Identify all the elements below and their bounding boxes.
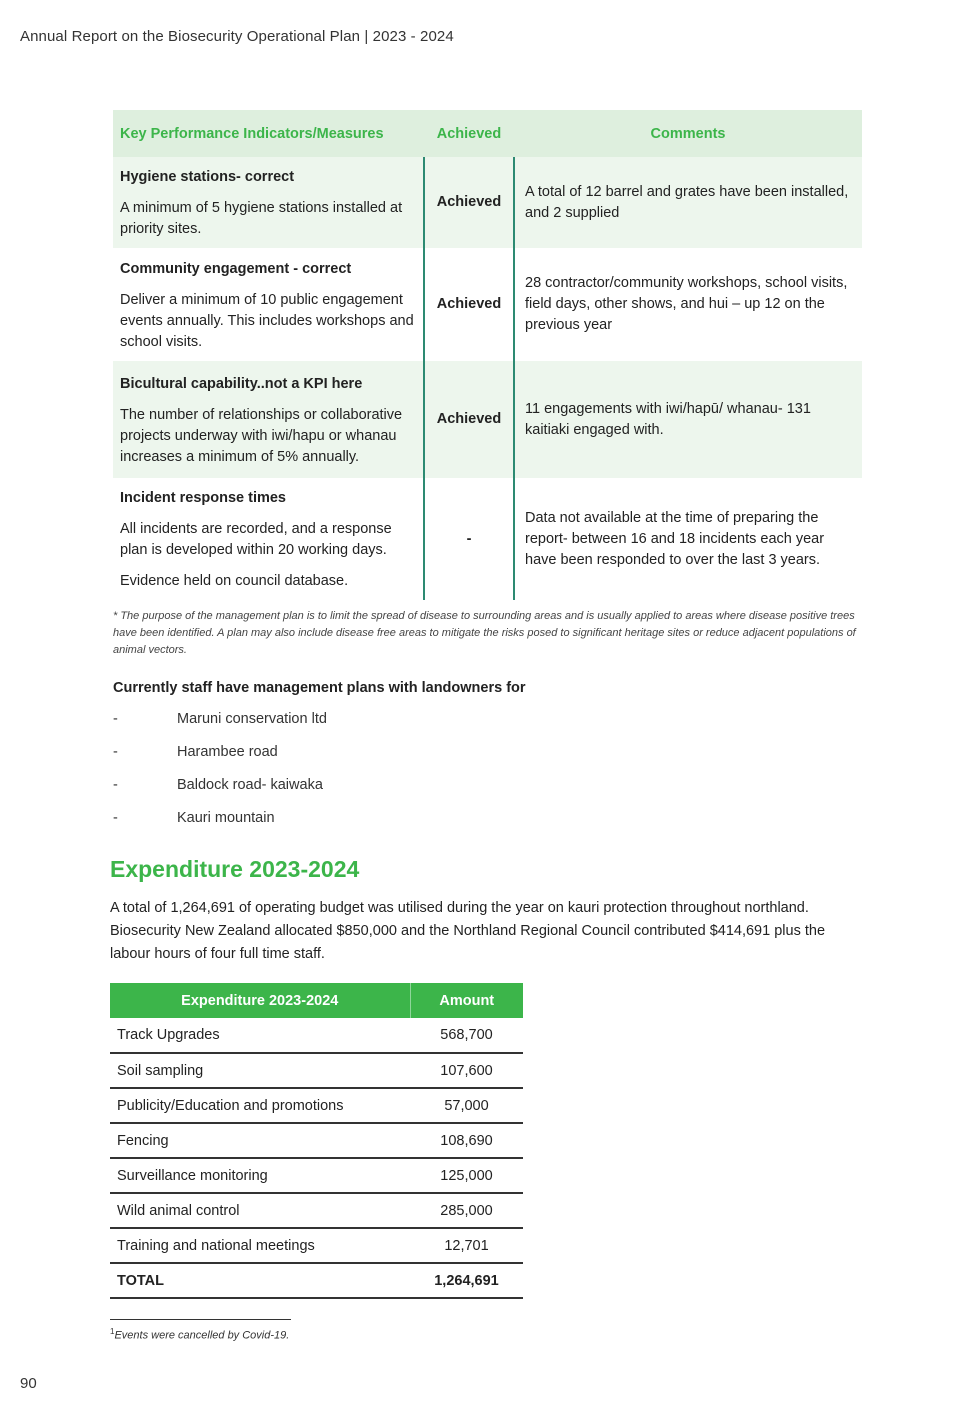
kpi-row <box>113 361 862 478</box>
table-row <box>110 1088 523 1123</box>
management-plan-note: * The purpose of the management plan is to limit the spread of disease to surrounding areas and is usually applied to areas where disease positive trees have been identified. A plan may also include disease free areas to mitigate the risks posed to significant heritage sites or reduce adjacent populations of animal vectors. <box>113 610 856 656</box>
kpi-row <box>113 157 862 248</box>
table-row <box>110 1158 523 1193</box>
expenditure-paragraph: A total of 1,264,691 of operating budget was utilised during the year on kauri protection throughout northland. Biosecurity New Zealand allocated $850,000 and the Northland Regional Council contributed $414,691 plus the labour hours of four full time staff. <box>110 900 826 962</box>
expenditure-amount: 285,000 <box>410 1193 523 1228</box>
list-item-text: Kauri mountain <box>177 810 275 826</box>
kpi-row <box>113 248 862 361</box>
table-row <box>110 1123 523 1158</box>
list-item-text: Baldock road- kaiwaka <box>177 777 323 793</box>
expenditure-table <box>110 983 523 1299</box>
list-dash: - <box>113 810 118 826</box>
kpi-measure-cell <box>113 157 424 248</box>
expenditure-name: Publicity/Education and promotions <box>110 1088 410 1123</box>
list-dash: - <box>113 711 118 727</box>
expenditure-amount: 12,701 <box>410 1228 523 1263</box>
kpi-comment-cell: 28 contractor/community workshops, school visits, field days, other shows, and hui – up 12 on the previous year <box>514 248 862 361</box>
footnote-text: Events were cancelled by Covid-19. <box>114 1329 290 1342</box>
table-row <box>110 1228 523 1263</box>
kpi-description: The number of relationships or collaborative projects underway with iwi/hapu or whanau increases a minimum of 5% annually. <box>120 406 403 465</box>
expenditure-amount: 107,600 <box>410 1053 523 1088</box>
kpi-col-header-comments: Comments <box>514 110 862 157</box>
kpi-description: A minimum of 5 hygiene stations installed at priority sites. <box>120 200 403 237</box>
kpi-title: Incident response times <box>120 490 286 506</box>
kpi-description: Deliver a minimum of 10 public engagement events annually. This includes workshops and school visits. <box>120 291 414 350</box>
kpi-table <box>113 110 862 600</box>
amount-col-header: Amount <box>410 983 523 1018</box>
kpi-title: Hygiene stations- correct <box>120 169 295 185</box>
expenditure-name: Wild animal control <box>110 1193 410 1228</box>
kpi-measure-cell <box>113 478 424 600</box>
plans-heading: Currently staff have management plans with landowners for <box>113 680 526 696</box>
kpi-comment-cell: A total of 12 barrel and grates have been installed, and 2 supplied <box>514 157 862 248</box>
expenditure-name: Training and national meetings <box>110 1228 410 1263</box>
kpi-measure-cell <box>113 248 424 361</box>
expenditure-name: Soil sampling <box>110 1053 410 1088</box>
page-number: 90 <box>20 1375 37 1392</box>
kpi-description: All incidents are recorded, and a response plan is developed within 20 working days. <box>120 521 392 558</box>
kpi-description: Evidence held on council database. <box>120 573 349 589</box>
table-row <box>110 1193 523 1228</box>
kpi-measure-cell <box>113 361 424 478</box>
total-label: TOTAL <box>110 1263 410 1298</box>
kpi-title: Community engagement - correct <box>120 260 352 277</box>
kpi-title: Bicultural capability..not a KPI here <box>120 375 363 392</box>
kpi-col-header-measures: Key Performance Indicators/Measures <box>113 110 424 157</box>
kpi-col-header-achieved: Achieved <box>424 110 514 157</box>
table-row <box>110 1018 523 1053</box>
total-row <box>110 1263 523 1298</box>
expenditure-amount: 108,690 <box>410 1123 523 1158</box>
table-row <box>110 1053 523 1088</box>
list-item-text: Maruni conservation ltd <box>177 711 327 727</box>
expenditure-name: Fencing <box>110 1123 410 1158</box>
kpi-achieved-cell: Achieved <box>424 248 514 361</box>
footnote-rule <box>110 1319 291 1320</box>
kpi-header-row <box>113 110 862 157</box>
kpi-achieved-cell: Achieved <box>424 157 514 248</box>
list-item-text: Harambee road <box>177 744 278 760</box>
expenditure-name: Track Upgrades <box>110 1018 410 1053</box>
kpi-comment-cell: 11 engagements with iwi/hapū/ whanau- 131 kaitiaki engaged with. <box>514 361 862 478</box>
kpi-comment-cell: Data not available at the time of preparing the report- between 16 and 18 incidents each year have been responded to over the last 3 years. <box>514 478 862 600</box>
footnote-marker: 1 <box>110 1327 115 1336</box>
expenditure-amount: 568,700 <box>410 1018 523 1053</box>
kpi-achieved-cell: - <box>424 478 514 600</box>
expenditure-col-header: Expenditure 2023-2024 <box>110 983 410 1018</box>
expenditure-header-row <box>110 983 523 1018</box>
running-header: Annual Report on the Biosecurity Operational Plan | 2023 - 2024 <box>20 28 454 45</box>
list-dash: - <box>113 744 118 760</box>
expenditure-heading: Expenditure 2023-2024 <box>110 856 360 882</box>
expenditure-amount: 125,000 <box>410 1158 523 1193</box>
expenditure-name: Surveillance monitoring <box>110 1158 410 1193</box>
expenditure-amount: 57,000 <box>410 1088 523 1123</box>
footnote <box>110 1327 289 1342</box>
kpi-achieved-cell: Achieved <box>424 361 514 478</box>
total-amount: 1,264,691 <box>410 1263 523 1298</box>
kpi-row <box>113 478 862 600</box>
list-dash: - <box>113 777 118 793</box>
